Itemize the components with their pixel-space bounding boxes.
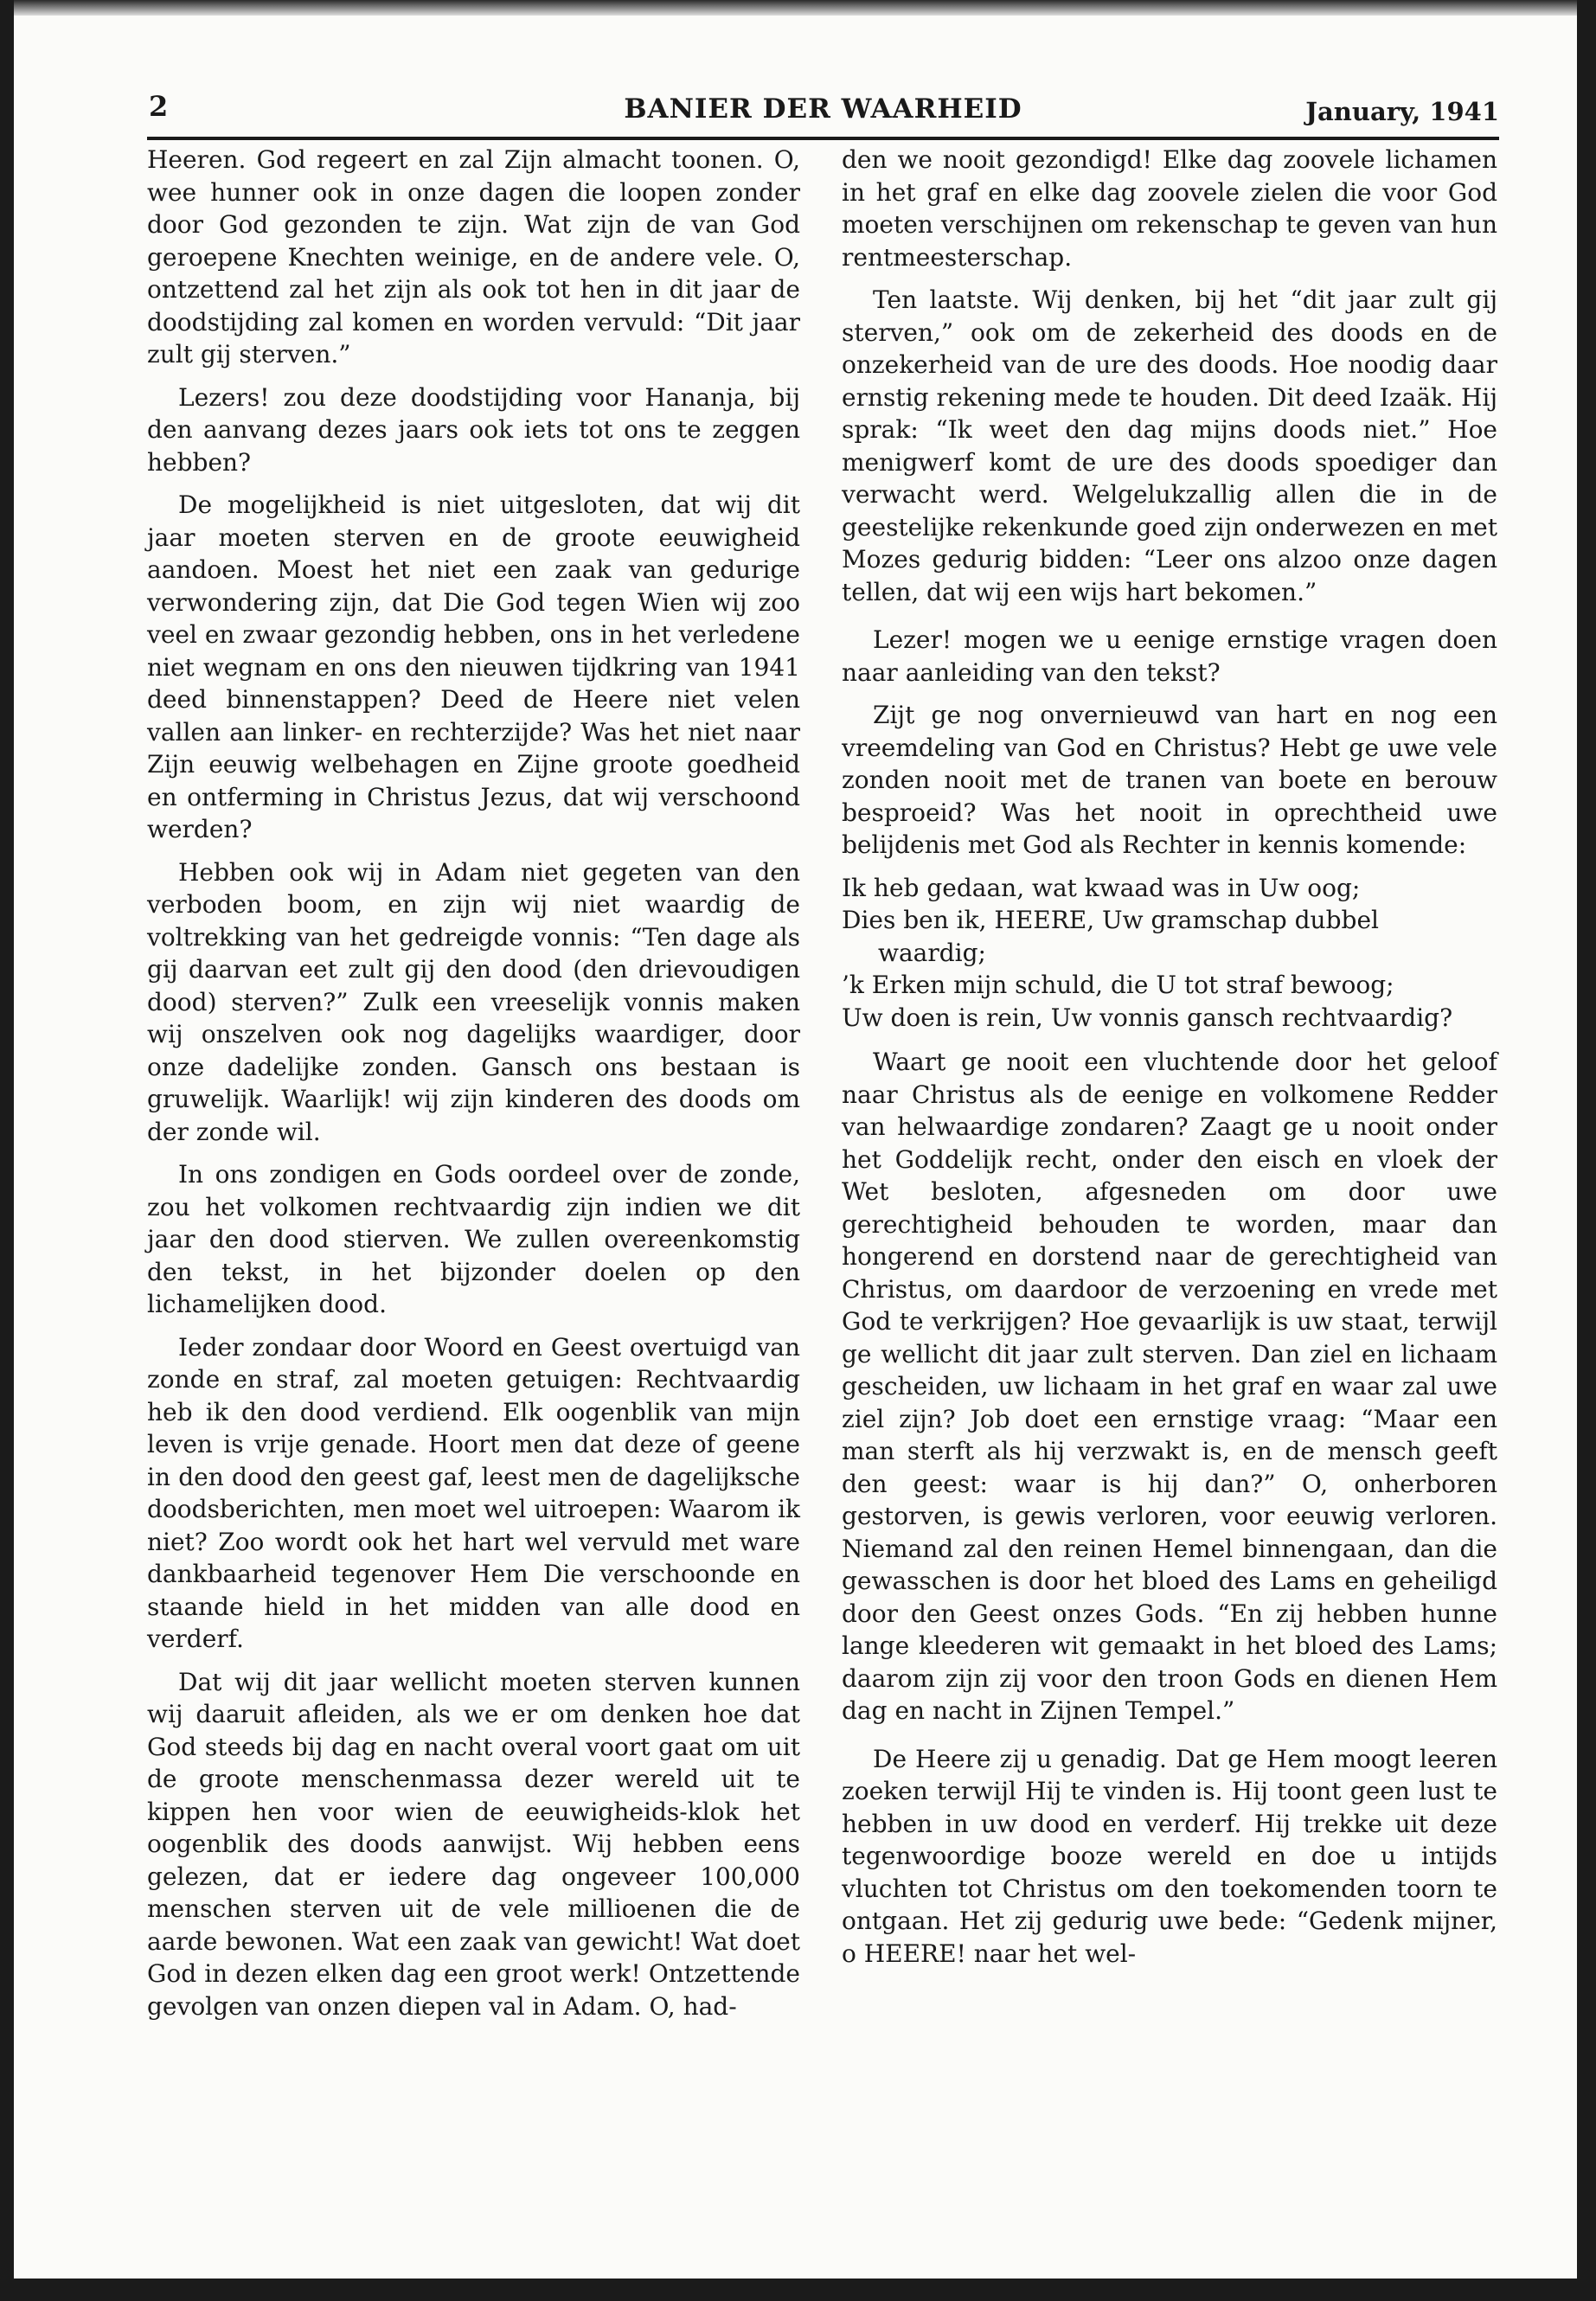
page-header xyxy=(147,87,1499,140)
paragraph: Heeren. God regeert en zal Zijn almacht toonen. O, wee hunner ook in onze dagen die loopen zonder door God gezonden te zijn. Wat zijn de van God geroepene Knechten weinige, en de andere vele. O, ontzettend zal het zijn als ook tot hen in dit jaar de doodstijding zal komen en worden vervuld: “Dit jaar zult gij sterven.” xyxy=(147,145,800,369)
scan-border-left xyxy=(0,0,14,2301)
psalm-line: Ik heb gedaan, wat kwaad was in Uw oog; xyxy=(842,873,1361,902)
scan-border-bottom xyxy=(0,2279,1596,2301)
page-number: 2 xyxy=(149,90,169,123)
paragraph: In ons zondigen en Gods oordeel over de zonde, zou het volkomen rechtvaardig zijn indien we dit jaar den dood stierven. We zullen overeenkomstig den tekst, in het bijzonder doelen op den lichamelijken dood. xyxy=(147,1160,800,1318)
left-column xyxy=(147,144,800,2033)
paragraph: Ieder zondaar door Woord en Geest overtuigd van zonde en straf, zal moeten getuigen: Rechtvaardig heb ik den dood verdiend. Elk oogenblik van mijn leven is vrije genade. Hoort men dat deze of geene in den dood den geest gaf, leest men de dagelijksche doodsberichten, men moet wel uitroepen: Waarom ik niet? Zoo wordt ook het hart wel vervuld met ware dankbaarheid tegenover Hem Die verschoonde en staande hield in het midden van alle dood en verderf. xyxy=(147,1332,800,1653)
right-column xyxy=(842,144,1497,1980)
paragraph: Ten laatste. Wij denken, bij het “dit jaar zult gij sterven,” ook om de zekerheid des doods en de onzekerheid van de ure des doods. Hoe noodig daar ernstig rekening mede te houden. Dit deed Izaäk. Hij sprak: “Ik weet den dag mijns doods niet.” Hoe menigwerf komt de ure des doods spoediger dan verwacht werd. Welgelukzallig allen die in de geestelijke rekenkunde goed zijn onderwezen en met Mozes gedurig bidden: “Leer ons alzoo onze dagen tellen, dat wij een wijs hart bekomen.” xyxy=(842,285,1497,606)
psalm-line: Dies ben ik, HEERE, Uw gramschap dubbel xyxy=(842,906,1379,934)
paragraph: Hebben ook wij in Adam niet gegeten van den verboden boom, en zijn wij niet waardig de voltrekking van het gedreigde vonnis: “Ten dage als gij daarvan eet zult gij den dood (den drievoudigen dood) sterven?” Zulk een vreeselijk vonnis maken wij onszelven ook nog dagelijks waardiger, door onze dadelijke zonden. Gansch ons bestaan is gruwelijk. Waarlijk! wij zijn kinderen des doods om der zonde wil. xyxy=(147,857,800,1146)
psalm-line-continuation: waardig; xyxy=(878,938,986,967)
psalm-line: ’k Erken mijn schuld, die U tot straf bewoog; xyxy=(842,971,1394,999)
paragraph: Lezer! mogen we u eenige ernstige vragen doen naar aanleiding van den tekst? xyxy=(842,625,1497,687)
paragraph: De mogelijkheid is niet uitgesloten, dat wij dit jaar moeten sterven en de groote eeuwigheid aandoen. Moest het niet een zaak van gedurige verwondering zijn, dat Die God tegen Wien wij zoo veel en zwaar gezondig hebben, ons in het verledene niet wegnam en ons den nieuwen tijdkring van 1941 deed binnenstappen? Deed de Heere niet velen vallen aan linker- en rechterzijde? Was het niet naar Zijn eeuwig welbehagen en Zijne groote goedheid en ontferming in Christus Jezus, dat wij verschoond werden? xyxy=(147,490,800,843)
paragraph: Lezers! zou deze doodstijding voor Hananja, bij den aanvang dezes jaars ook iets tot ons te zeggen hebben? xyxy=(147,382,800,477)
paragraph: Dat wij dit jaar wellicht moeten sterven kunnen wij daaruit afleiden, als we er om denken hoe dat God steeds bij dag en nacht overal voort gaat om uit de groote menschenmassa dezer wereld uit te kippen hen voor wien de eeuwigheids-klok het oogenblik des doods aanwijst. Wij hebben eens gelezen, dat er iedere dag ongeveer 100,000 menschen sterven uit de vele millioenen die de aarde bewonen. Wat een zaak van gewicht! Wat doet God in dezen elken dag een groot werk! Ontzettende gevolgen van onzen diepen val in Adam. O, had- xyxy=(147,1667,800,2021)
paragraph: Waart ge nooit een vluchtende door het geloof naar Christus als de eenige en volkomene Redder van helwaardige zondaren? Zaagt ge u nooit onder het Goddelijk recht, onder den eisch en vloek der Wet besloten, afgesneden om door uwe gerechtigheid behouden te worden, maar dan hongerend en dorstend naar de gerechtigheid van Christus, om daardoor de verzoening en vrede met God te verkrijgen? Hoe gevaarlijk is uw staat, terwijl ge wellicht dit jaar zult sterven. Dan ziel en lichaam gescheiden, uw lichaam in het graf en waar zal uwe ziel zijn? Job doet een ernstige vraag: “Maar een man sterft als hij verzwakt is, en de mensch geeft den geest: waar is hij dan?” O, onherboren gestorven, is gewis verloren, voor eeuwig verloren. Niemand zal den reinen Hemel binnengaan, dan die gewasschen is door het bloed des Lams en geheiligd door den Geest onzes Gods. “En zij hebben hunne lange kleederen wit gemaakt in het bloed des Lams; daarom zijn zij voor den troon Gods en dienen Hem dag en nacht in Zijnen Tempel.” xyxy=(842,1048,1497,1725)
paragraph: Zijt ge nog onvernieuwd van hart en nog een vreemdeling van God en Christus? Hebt ge uwe vele zonden nooit met de tranen van boete en berouw besproeid? Was het nooit in oprechtheid uwe belijdenis met God als Rechter in kennis komende: xyxy=(842,701,1497,859)
paragraph: den we nooit gezondigd! Elke dag zoovele lichamen in het graf en elke dag zoovele zielen die voor God moeten verschijnen om rekenschap te geven van hun rentmeesterschap. xyxy=(842,145,1497,272)
scan-border-right xyxy=(1577,0,1596,2301)
scan-border-top xyxy=(0,0,1596,16)
psalm-line: Uw doen is rein, Uw vonnis gansch rechtvaardig? xyxy=(842,1003,1453,1032)
paragraph: De Heere zij u genadig. Dat ge Hem moogt leeren zoeken terwijl Hij te vinden is. Hij toont geen lust te hebben in uw dood en verderf. Hij trekke uit deze tegenwoordige booze wereld en doe u intijds vluchten tot Christus om den toekomenden toorn te ontgaan. Het zij gedurig uwe bede: “Gedenk mijner, o HEERE! naar het wel- xyxy=(842,1744,1497,1968)
journal-title: BANIER DER WAARHEID xyxy=(624,93,1022,125)
issue-date: January, 1941 xyxy=(1305,97,1499,126)
psalm-verse xyxy=(842,872,1497,1035)
